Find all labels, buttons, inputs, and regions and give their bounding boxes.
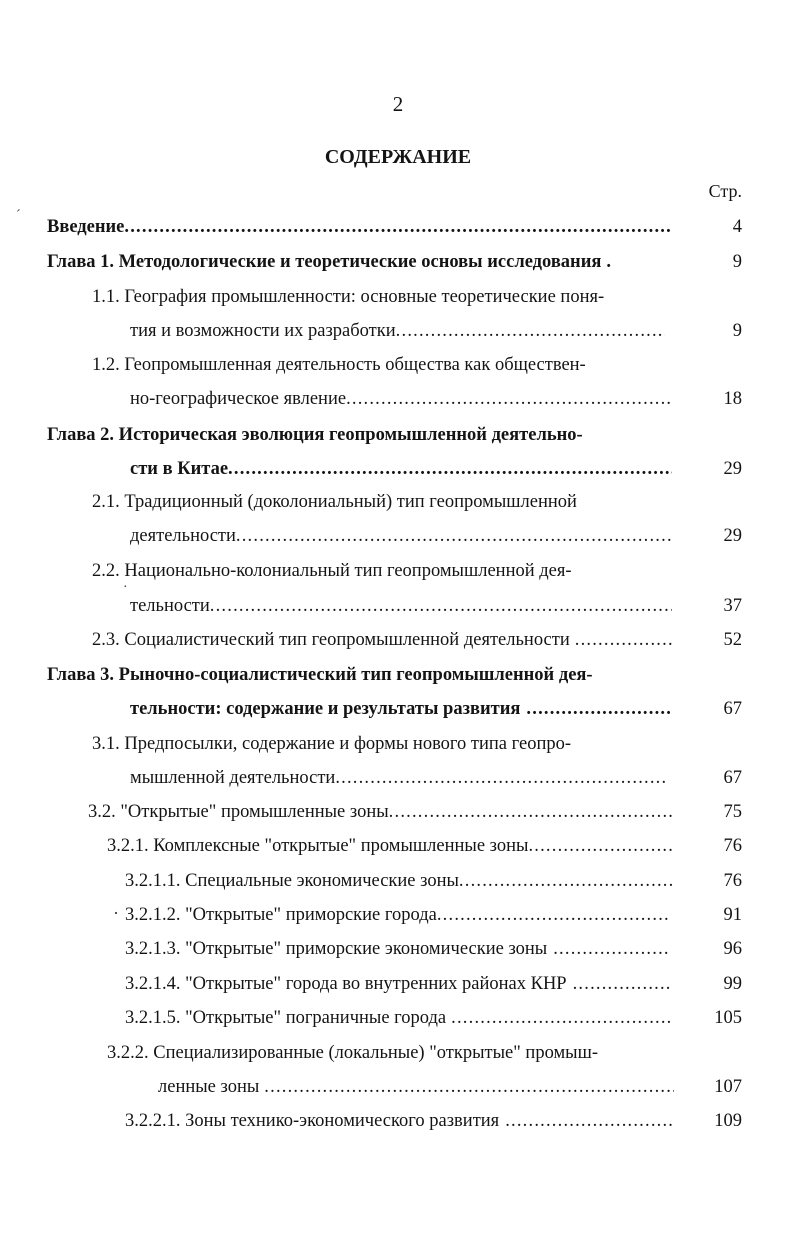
toc-entry-text: но-географическое явление [130,389,347,409]
toc-entry-text: 3.2. "Открытые" промышленные зоны [88,802,389,822]
toc-entry-text: деятельности [130,526,236,546]
dot-leader [264,1072,674,1102]
dot-leader [124,212,672,242]
toc-page-number: 4 [732,217,742,237]
scan-mark: ˊ [16,208,21,223]
dot-leader [459,866,672,896]
dot-leader [236,521,672,551]
dot-leader [526,694,672,724]
toc-entry-text: Глава 3. Рыночно-социалистический тип геопромышленной дея- [47,665,593,685]
toc-page-number: 67 [723,699,742,719]
toc-entry-text: 2.2. Национально-колониальный тип геопромышленной дея- [92,561,572,581]
scan-mark: · [123,580,128,595]
dot-leader [335,763,665,793]
dot-leader [575,625,672,655]
toc-entry-text: 3.2.1.5. "Открытые" пограничные города [125,1008,447,1028]
toc-entry-text: 3.2.2. Специализированные (локальные) "открытые" промыш- [107,1043,599,1063]
dot-leader [451,1003,670,1033]
toc-entry-text: 3.2.1.1. Специальные экономические зоны [125,871,459,891]
dot-leader [553,934,670,964]
dot-leader [437,900,670,930]
dot-leader [228,454,672,484]
toc-entry-text: 2.1. Традиционный (доколониальный) тип геопромышленной [92,492,577,512]
toc-entry-text: 3.2.1.3. "Открытые" приморские экономические зоны [125,939,548,959]
toc-page-number: 52 [723,630,742,650]
toc-entry-text: мышленной деятельности [130,768,336,788]
toc-entry-text: Глава 1. Методологические и теоретические основы исследования [47,252,602,272]
scan-mark: · [113,903,119,923]
toc-page-number: 29 [723,526,742,546]
dot-leader [346,384,672,414]
toc-entry-text: ленные зоны [158,1077,260,1097]
toc-entry-text: 3.2.2.1. Зоны технико-экономического развития [125,1111,500,1131]
toc-page-number: 29 [723,459,742,479]
page-title: СОДЕРЖАНИЕ [324,146,472,168]
toc-page-number: 9 [732,321,742,341]
toc-page-number: 9 [732,252,742,272]
toc-page-number: 75 [723,802,742,822]
dot-leader [505,1106,674,1136]
dot-leader [389,797,672,827]
toc-page-number: 76 [723,836,742,856]
toc-entry-text: тельности: содержание и результаты развития [130,699,521,719]
toc-page-number: 99 [723,974,742,994]
toc-entry-text: 3.1. Предпосылки, содержание и формы нового типа геопро- [92,734,572,754]
dot-leader [573,969,670,999]
toc-page-number: 105 [714,1008,742,1028]
toc-entry-text: 3.2.1.2. "Открытые" приморские города [125,905,437,925]
toc-page-number: 109 [714,1111,742,1131]
toc-entry-text: 3.2.1. Комплексные "открытые" промышленные зоны [107,836,529,856]
toc-page-number: 91 [723,905,742,925]
toc-entry-text: тия и возможности их разработки [130,321,396,341]
toc-page-number: 18 [723,389,742,409]
page-number: 2 [392,92,404,116]
toc-entry-text: 1.1. География промышленности: основные теоретические поня- [92,287,605,307]
dot-leader [528,831,672,861]
toc-page-number: 96 [723,939,742,959]
toc-entry-text: Глава 2. Историческая эволюция геопромышленной деятельно- [47,425,583,445]
toc-page-number: 107 [714,1077,742,1097]
toc-entry-text: 2.3. Социалистический тип геопромышленной деятельности [92,630,570,650]
toc-entry-text: Введение [47,217,125,237]
toc-entry-text: 3.2.1.4. "Открытые" города во внутренних районах КНР [125,974,567,994]
dot-leader [396,316,665,346]
toc-entry-text: 1.2. Геопромышленная деятельность общества как обществен- [92,355,586,375]
toc-page-number: 76 [723,871,742,891]
dot-leader [210,591,672,621]
toc-entry-text: тельности [130,596,210,616]
page-column-label: Стр. [708,181,742,201]
toc-entry-text: сти в Китае [130,459,229,479]
toc-page-number: 67 [723,768,742,788]
toc-page-number: 37 [723,596,742,616]
